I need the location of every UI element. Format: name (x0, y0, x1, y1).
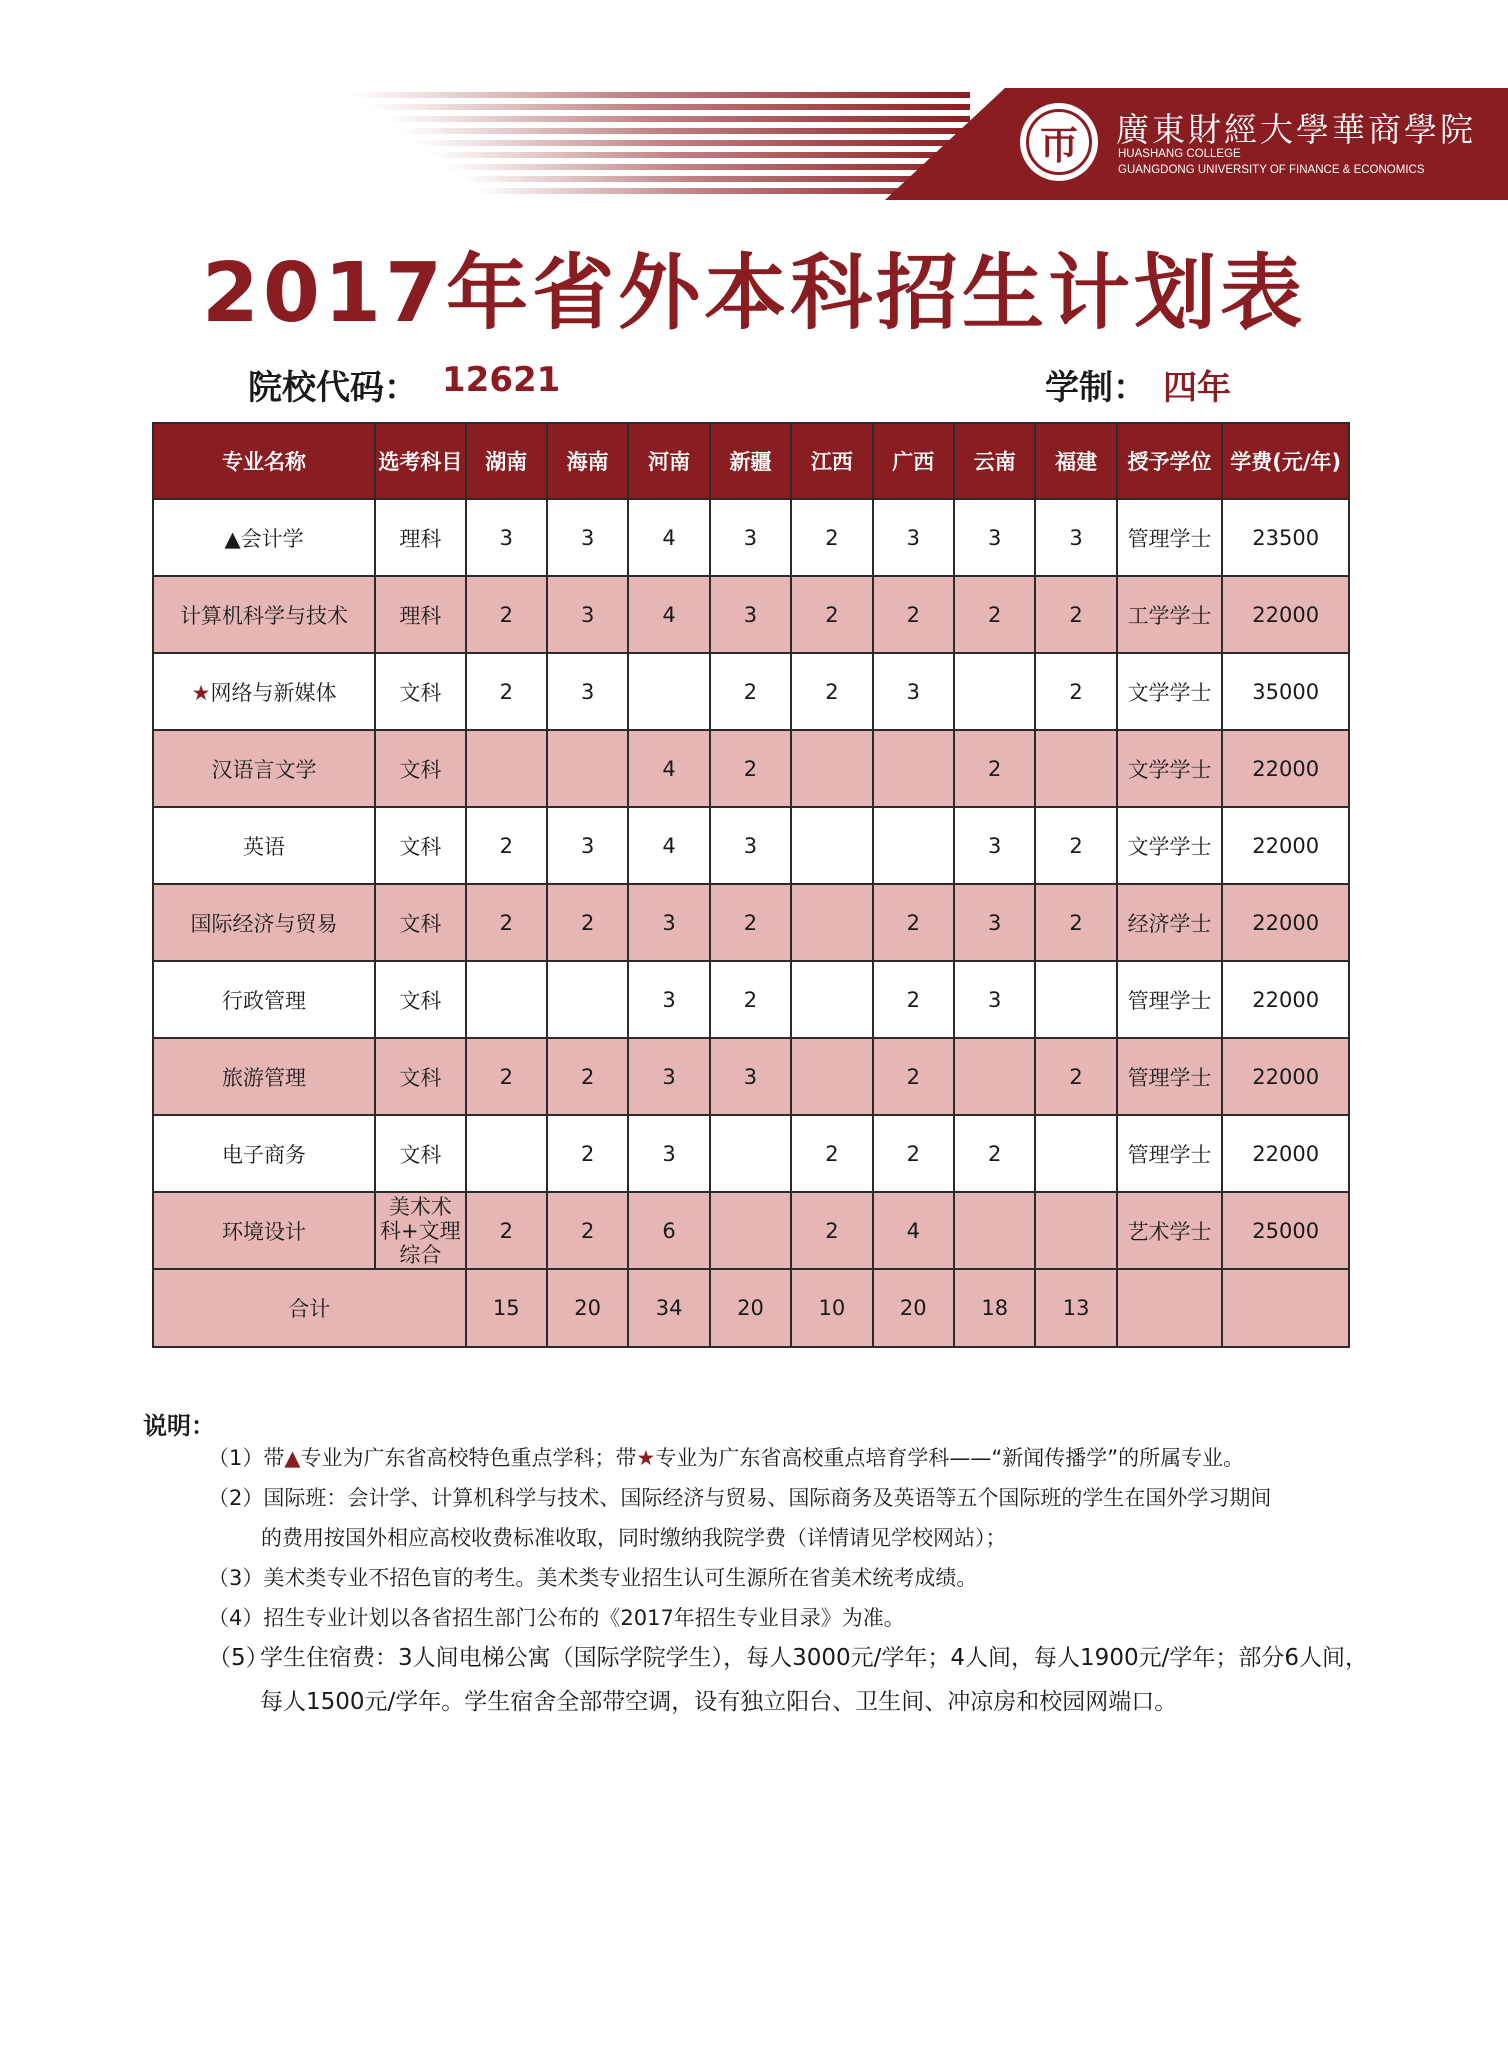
quota-cell: 4 (873, 1192, 954, 1269)
note-5-prefix: （5） (208, 1645, 269, 1671)
table-row (153, 1192, 1349, 1269)
college-name-en-line2: GUANGDONG UNIVERSITY OF FINANCE & ECONOMICS (1118, 164, 1425, 176)
triangle-marker-icon: ▲ (224, 526, 241, 551)
quota-cell: 2 (873, 1038, 954, 1115)
seal-glyph: 帀 (1026, 109, 1092, 175)
total-quota-cell: 34 (628, 1269, 709, 1347)
quota-cell: 3 (710, 499, 791, 576)
major-name: 英语 (243, 834, 286, 859)
quota-cell (791, 730, 872, 807)
quota-cell: 3 (547, 576, 628, 653)
quota-cell (954, 1038, 1035, 1115)
quota-cell: 2 (873, 884, 954, 961)
header-stripes (330, 92, 970, 202)
note-1-part-b: 专业为广东省高校特色重点学科；带 (300, 1446, 637, 1470)
fee-cell: 35000 (1222, 653, 1349, 730)
subject-cell: 文科 (375, 1115, 465, 1192)
quota-cell: 2 (1035, 1038, 1116, 1115)
degree-cell: 经济学士 (1117, 884, 1223, 961)
quota-cell: 2 (791, 1115, 872, 1192)
subject-cell: 文科 (375, 961, 465, 1038)
quota-cell (791, 807, 872, 884)
quota-cell (1035, 1192, 1116, 1269)
quota-cell: 3 (954, 961, 1035, 1038)
subject-cell: 理科 (375, 576, 465, 653)
degree-cell: 管理学士 (1117, 1038, 1223, 1115)
quota-cell (873, 807, 954, 884)
total-quota-cell: 20 (547, 1269, 628, 1347)
quota-cell: 3 (873, 499, 954, 576)
quota-cell: 3 (628, 1038, 709, 1115)
note-5 (208, 1636, 1378, 1724)
total-quota-cell: 20 (873, 1269, 954, 1347)
header-cell: 学费(元/年) (1222, 423, 1349, 499)
study-length-label: 学制： (1045, 368, 1147, 408)
major-name-cell (153, 807, 375, 884)
degree-cell: 管理学士 (1117, 1115, 1223, 1192)
major-name-cell (153, 653, 375, 730)
major-name: 网络与新媒体 (210, 680, 337, 705)
quota-cell (791, 884, 872, 961)
quota-cell: 2 (710, 884, 791, 961)
quota-cell: 3 (710, 576, 791, 653)
quota-cell: 2 (466, 576, 547, 653)
major-name: 行政管理 (222, 988, 307, 1013)
quota-cell: 2 (547, 1192, 628, 1269)
total-label-cell: 合计 (153, 1269, 466, 1347)
quota-cell (791, 1038, 872, 1115)
table-row (153, 499, 1349, 576)
quota-cell: 2 (1035, 884, 1116, 961)
quota-cell: 2 (710, 653, 791, 730)
college-seal-logo (1020, 103, 1098, 181)
note-1 (208, 1438, 1244, 1478)
note-1-part-c: 专业为广东省高校重点培育学科——“新闻传播学”的所属专业。 (655, 1446, 1245, 1470)
quota-cell: 3 (628, 884, 709, 961)
quota-cell: 2 (873, 576, 954, 653)
quota-cell: 3 (547, 807, 628, 884)
quota-cell: 2 (873, 1115, 954, 1192)
header-cell: 海南 (547, 423, 628, 499)
quota-cell: 4 (628, 730, 709, 807)
fee-cell: 25000 (1222, 1192, 1349, 1269)
quota-cell: 3 (873, 653, 954, 730)
major-name-cell (153, 576, 375, 653)
quota-cell: 2 (466, 884, 547, 961)
major-name: 汉语言文学 (211, 757, 317, 782)
quota-cell: 3 (954, 884, 1035, 961)
subject-cell: 文科 (375, 807, 465, 884)
header-cell: 江西 (791, 423, 872, 499)
quota-cell: 2 (466, 807, 547, 884)
quota-cell (1035, 1115, 1116, 1192)
total-quota-cell: 13 (1035, 1269, 1116, 1347)
study-length-value: 四年 (1163, 368, 1231, 408)
major-name-cell (153, 884, 375, 961)
star-marker-icon: ★ (191, 680, 211, 705)
note-4: （4）招生专业计划以各省招生部门公布的《2017年招生专业目录》为准。 (208, 1606, 905, 1630)
quota-cell: 2 (954, 730, 1035, 807)
fee-cell: 22000 (1222, 1115, 1349, 1192)
major-name: 计算机科学与技术 (180, 603, 349, 628)
college-name-cn: 廣東財經大學華商學院 (1116, 110, 1476, 149)
quota-cell (547, 961, 628, 1038)
degree-cell: 管理学士 (1117, 961, 1223, 1038)
table-body (153, 499, 1349, 1347)
quota-cell: 2 (710, 730, 791, 807)
quota-cell: 3 (628, 961, 709, 1038)
page-title: 2017年省外本科招生计划表 (201, 246, 1307, 341)
quota-cell: 3 (710, 807, 791, 884)
fee-cell: 22000 (1222, 961, 1349, 1038)
quota-cell (547, 730, 628, 807)
subject-cell (375, 1192, 465, 1269)
quota-cell: 2 (791, 653, 872, 730)
enrollment-plan-table (152, 422, 1350, 1348)
table-row (153, 653, 1349, 730)
fee-cell: 22000 (1222, 730, 1349, 807)
subject-cell: 文科 (375, 1038, 465, 1115)
quota-cell: 3 (547, 653, 628, 730)
quota-cell: 2 (466, 1038, 547, 1115)
degree-cell: 文学学士 (1117, 730, 1223, 807)
notes-title: 说明： (143, 1412, 215, 1440)
quota-cell: 3 (628, 1115, 709, 1192)
college-name-en-line1: HUASHANG COLLEGE (1118, 148, 1241, 160)
table-header-row (153, 423, 1349, 499)
quota-cell: 2 (954, 576, 1035, 653)
degree-cell: 文学学士 (1117, 653, 1223, 730)
total-quota-cell: 18 (954, 1269, 1035, 1347)
table-total-row (153, 1269, 1349, 1347)
note-2-line-2: 的费用按国外相应高校收费标准收取，同时缴纳我院学费（详情请见学校网站）； (261, 1526, 1007, 1550)
quota-cell: 3 (1035, 499, 1116, 576)
table-row (153, 1115, 1349, 1192)
major-name-cell (153, 1038, 375, 1115)
subject-cell: 文科 (375, 653, 465, 730)
total-empty-cell (1117, 1269, 1223, 1347)
quota-cell (873, 730, 954, 807)
total-quota-cell: 20 (710, 1269, 791, 1347)
header-cell: 选考科目 (375, 423, 465, 499)
table-row (153, 807, 1349, 884)
major-name-cell (153, 961, 375, 1038)
quota-cell: 2 (547, 1038, 628, 1115)
degree-cell: 工学学士 (1117, 576, 1223, 653)
total-quota-cell: 15 (466, 1269, 547, 1347)
quota-cell: 2 (1035, 576, 1116, 653)
quota-cell (954, 1192, 1035, 1269)
quota-cell: 2 (710, 961, 791, 1038)
quota-cell: 2 (1035, 653, 1116, 730)
major-name: 会计学 (240, 526, 304, 551)
degree-cell: 文学学士 (1117, 807, 1223, 884)
quota-cell: 2 (1035, 807, 1116, 884)
table-row (153, 730, 1349, 807)
note-5-text: 学生住宿费：3人间电梯公寓（国际学院学生），每人3000元/学年；4人间，每人1900元/学年；部分6人间，每人1500元/学年。学生宿舍全部带空调，设有独立阳台、卫生间、冲凉房和校园网端口。 (260, 1645, 1368, 1715)
header-cell: 湖南 (466, 423, 547, 499)
star-marker-icon: ★ (636, 1446, 656, 1470)
quota-cell (466, 1115, 547, 1192)
note-1-part-a: （1）带 (208, 1446, 285, 1470)
quota-cell: 6 (628, 1192, 709, 1269)
quota-cell: 2 (547, 884, 628, 961)
quota-cell: 2 (791, 1192, 872, 1269)
major-name-cell (153, 730, 375, 807)
table-row (153, 576, 1349, 653)
major-name-cell (153, 1192, 375, 1269)
header-cell: 福建 (1035, 423, 1116, 499)
major-name: 电子商务 (222, 1142, 307, 1167)
quota-cell: 3 (547, 499, 628, 576)
quota-cell (710, 1192, 791, 1269)
quota-cell (791, 961, 872, 1038)
quota-cell (1035, 730, 1116, 807)
total-empty-cell (1222, 1269, 1349, 1347)
subject-cell: 文科 (375, 730, 465, 807)
subject-line: 科+文理 (380, 1218, 461, 1243)
school-code-value: 12621 (442, 360, 561, 400)
quota-cell (628, 653, 709, 730)
quota-cell: 2 (466, 1192, 547, 1269)
subject-cell: 理科 (375, 499, 465, 576)
fee-cell: 22000 (1222, 884, 1349, 961)
quota-cell: 4 (628, 499, 709, 576)
major-name-cell (153, 499, 375, 576)
quota-cell: 3 (710, 1038, 791, 1115)
quota-cell: 4 (628, 807, 709, 884)
quota-cell (954, 653, 1035, 730)
table-row (153, 961, 1349, 1038)
total-quota-cell: 10 (791, 1269, 872, 1347)
table-row (153, 884, 1349, 961)
major-name-cell (153, 1115, 375, 1192)
quota-cell (1035, 961, 1116, 1038)
fee-cell: 23500 (1222, 499, 1349, 576)
quota-cell: 3 (954, 499, 1035, 576)
quota-cell: 2 (547, 1115, 628, 1192)
quota-cell: 2 (954, 1115, 1035, 1192)
quota-cell: 2 (466, 653, 547, 730)
subject-line: 美术术 (388, 1194, 452, 1219)
triangle-marker-icon: ▲ (284, 1446, 301, 1470)
header-cell: 新疆 (710, 423, 791, 499)
quota-cell (466, 730, 547, 807)
major-name: 国际经济与贸易 (190, 911, 338, 936)
quota-cell: 2 (791, 576, 872, 653)
header-cell: 广西 (873, 423, 954, 499)
quota-cell: 3 (466, 499, 547, 576)
quota-cell: 2 (873, 961, 954, 1038)
fee-cell: 22000 (1222, 807, 1349, 884)
header-cell: 云南 (954, 423, 1035, 499)
fee-cell: 22000 (1222, 576, 1349, 653)
table-row (153, 1038, 1349, 1115)
quota-cell: 4 (628, 576, 709, 653)
degree-cell: 管理学士 (1117, 499, 1223, 576)
header-cell: 专业名称 (153, 423, 375, 499)
note-2-line-1: （2）国际班：会计学、计算机科学与技术、国际经济与贸易、国际商务及英语等五个国际班的学生在国外学习期间 (208, 1486, 1272, 1510)
quota-cell: 3 (954, 807, 1035, 884)
major-name: 环境设计 (222, 1219, 307, 1244)
header-cell: 河南 (628, 423, 709, 499)
quota-cell (466, 961, 547, 1038)
major-name: 旅游管理 (222, 1065, 307, 1090)
note-3: （3）美术类专业不招色盲的考生。美术类专业招生认可生源所在省美术统考成绩。 (208, 1566, 978, 1590)
school-code-label: 院校代码： (248, 368, 418, 408)
degree-cell: 艺术学士 (1117, 1192, 1223, 1269)
quota-cell: 2 (791, 499, 872, 576)
header-cell: 授予学位 (1117, 423, 1223, 499)
subject-cell: 文科 (375, 884, 465, 961)
quota-cell (710, 1115, 791, 1192)
fee-cell: 22000 (1222, 1038, 1349, 1115)
subject-line: 综合 (399, 1242, 442, 1267)
